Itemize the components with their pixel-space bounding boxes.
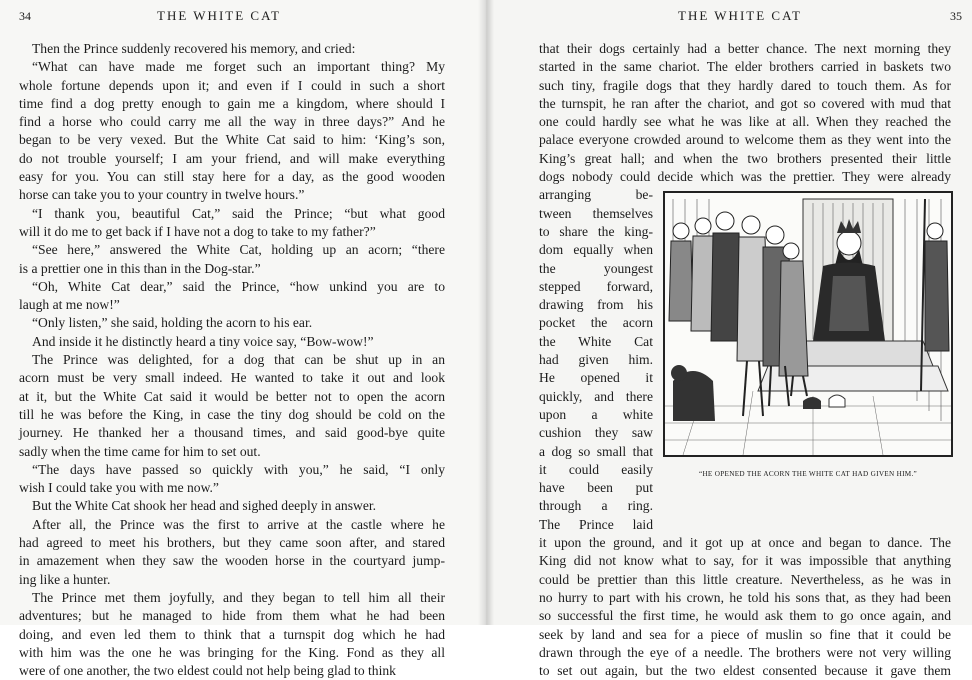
text-line: journey. He thanked her a thousand times, and said good-bye quite: [19, 425, 445, 441]
text-line: “The days have passed so quickly with you,” he said, “I only: [32, 461, 445, 477]
throne-room-illustration-icon: [663, 191, 953, 457]
text-line: have been put: [539, 480, 653, 496]
text-line: seek by land and sea for a piece of muslin so fine that it could be: [539, 626, 951, 642]
illustration: [663, 191, 953, 493]
text-line: “See here,” answered the White Cat, holding up an acorn; “there: [32, 242, 445, 258]
text-line: But the White Cat shook her head and sighed deeply in answer.: [32, 498, 377, 514]
text-line: drawing from his: [539, 297, 653, 313]
text-line: The Prince laid: [539, 516, 653, 532]
text-line: such tiny, fragile dogs that they hardly dared to touch them. As for: [539, 77, 951, 93]
text-line: acorn must be very small indeed. He wanted to take it out and look: [19, 370, 445, 386]
text-line: Then the Prince suddenly recovered his memory, and cried:: [32, 41, 356, 56]
right-top-text: [539, 40, 951, 186]
text-line: adventures; but he managed to hide from them what he had been: [19, 608, 445, 624]
text-line: could be prettier than this little creature. Nevertheless, as he was in: [539, 571, 951, 587]
text-line: King’s great hall; and when the two brothers presented their little: [539, 150, 951, 166]
text-line: sadly when the time came for him to set out.: [19, 443, 261, 459]
left-page: [0, 0, 486, 679]
text-line: wish I could take you with me now.”: [19, 480, 219, 496]
text-line: After all, the Prince was the first to arrive at the castle where he: [32, 516, 445, 532]
left-page-text: [19, 40, 445, 680]
text-line: to set out again, but the two eldest consented because it gave them: [539, 663, 951, 679]
text-line: easy for you. You can still stay here for a day, as the good wooden: [19, 169, 445, 185]
text-line: a dog so small that: [539, 443, 653, 459]
text-line: had agreed to meet his brothers, but they came soon after, and stared: [19, 535, 445, 551]
text-line: time find a dog pretty enough to gain me a kingdom, where should I: [19, 95, 445, 111]
text-line: till he was before the King, in case the tiny dog should be cold on the: [19, 406, 445, 422]
right-page-number: 35: [950, 9, 962, 23]
text-line: in amazement when they saw the wooden horse in the courtyard jump-: [19, 553, 445, 569]
right-page: [486, 0, 972, 679]
text-line: dom equally when: [539, 242, 653, 258]
text-line: “I thank you, beautiful Cat,” said the Prince; “but what good: [32, 205, 445, 221]
text-line: “What can have made me forget such an important thing? My: [32, 59, 445, 75]
text-line: “Only listen,” she said, holding the acorn to his ear.: [32, 315, 313, 331]
text-line: drawn through the eye of a needle. The brothers were not very willing: [539, 644, 951, 660]
text-line: stepped forward,: [539, 278, 653, 294]
text-line: palace everyone crowded around to welcome them as they went into the: [539, 132, 951, 148]
text-line: were of one another, the two eldest could not help being glad to think: [19, 663, 396, 679]
left-running-header: THE WHITE CAT: [157, 8, 281, 23]
text-line: horse can take you to your country in twelve hours.”: [19, 187, 305, 203]
right-page-text: [539, 40, 951, 680]
text-line: whole fortune depends upon it; and even if I could in such a short: [19, 77, 445, 93]
text-line: King did not know what to say, for it was impossible that anything: [539, 553, 951, 569]
text-line: the White Cat: [539, 333, 653, 349]
text-line: cushion they saw: [539, 425, 653, 441]
text-line: laugh at me now!”: [19, 297, 120, 313]
text-line: dogs nobody could decide which was the prettier. They were already: [539, 169, 951, 185]
text-line: at it, but the White Cat said it would be better not to open the acorn: [19, 388, 445, 404]
text-line: had given him.: [539, 352, 653, 368]
text-line: so successful the first time, he would ask them to go once again, and: [539, 608, 951, 624]
text-line: no hurry to part with his crown, he told his sons that, as they had been: [539, 589, 951, 605]
text-line: quickly, and there: [539, 388, 653, 404]
text-line: the youngest: [539, 260, 653, 276]
text-line: tween themselves: [539, 205, 653, 221]
text-line: that their dogs certainly had a better chance. The next morning they: [539, 41, 951, 56]
right-running-header: THE WHITE CAT: [678, 8, 802, 23]
text-line: it could easily: [539, 461, 653, 477]
book-gutter: [478, 0, 494, 625]
text-line: through a ring.: [539, 498, 653, 514]
text-line: ing like a hunter.: [19, 571, 111, 587]
text-line: And inside it he distinctly heard a tiny voice say, “Bow-wow!”: [32, 333, 374, 349]
text-line: began to be very vexed. But the White Cat said to him: ‘King’s son,: [19, 132, 445, 148]
text-line: doing, and even led them to think that a turnspit dog which he had: [19, 626, 445, 642]
left-page-number: 34: [19, 9, 31, 23]
text-line: The Prince met them joyfully, and they began to tell him all their: [32, 589, 445, 605]
text-line: upon a white: [539, 406, 653, 422]
text-line: He opened it: [539, 370, 653, 386]
text-line: “Oh, White Cat dear,” said the Prince, “how unkind you are to: [32, 278, 445, 294]
text-line: pocket the acorn: [539, 315, 653, 331]
text-line: The Prince was delighted, for a dog that can be shut up in an: [32, 352, 445, 368]
text-line: will it do me to get back if I have not a dog to take to my father?”: [19, 223, 376, 239]
right-bottom-text: [539, 534, 951, 680]
text-line: is a prettier one in this than in the Dog-star.”: [19, 260, 261, 276]
text-line: one could hardly see what he was like at all. When they reached the: [539, 114, 951, 130]
text-line: started in the same chariot. The elder brothers carried in baskets two: [539, 59, 951, 75]
text-line: do not trouble yourself; I am your friend, and will make everything: [19, 150, 445, 166]
text-with-figure: [539, 186, 951, 534]
illustration-caption: “HE OPENED THE ACORN THE WHITE CAT HAD GIVEN HIM.”: [698, 470, 918, 479]
text-line: find a horse who could carry me all the way in three days?” And he: [19, 114, 445, 130]
narrow-column-text: [539, 186, 653, 534]
text-line: arranging be-: [539, 187, 653, 203]
text-line: with him was the one he was bringing for the King. Fond as they all: [19, 644, 445, 660]
text-line: it upon the ground, and it got up at once and began to dance. The: [539, 535, 951, 551]
text-line: to share the king-: [539, 223, 653, 239]
text-line: the turnspit, he ran after the chariot, and got so covered with mud that: [539, 95, 951, 111]
